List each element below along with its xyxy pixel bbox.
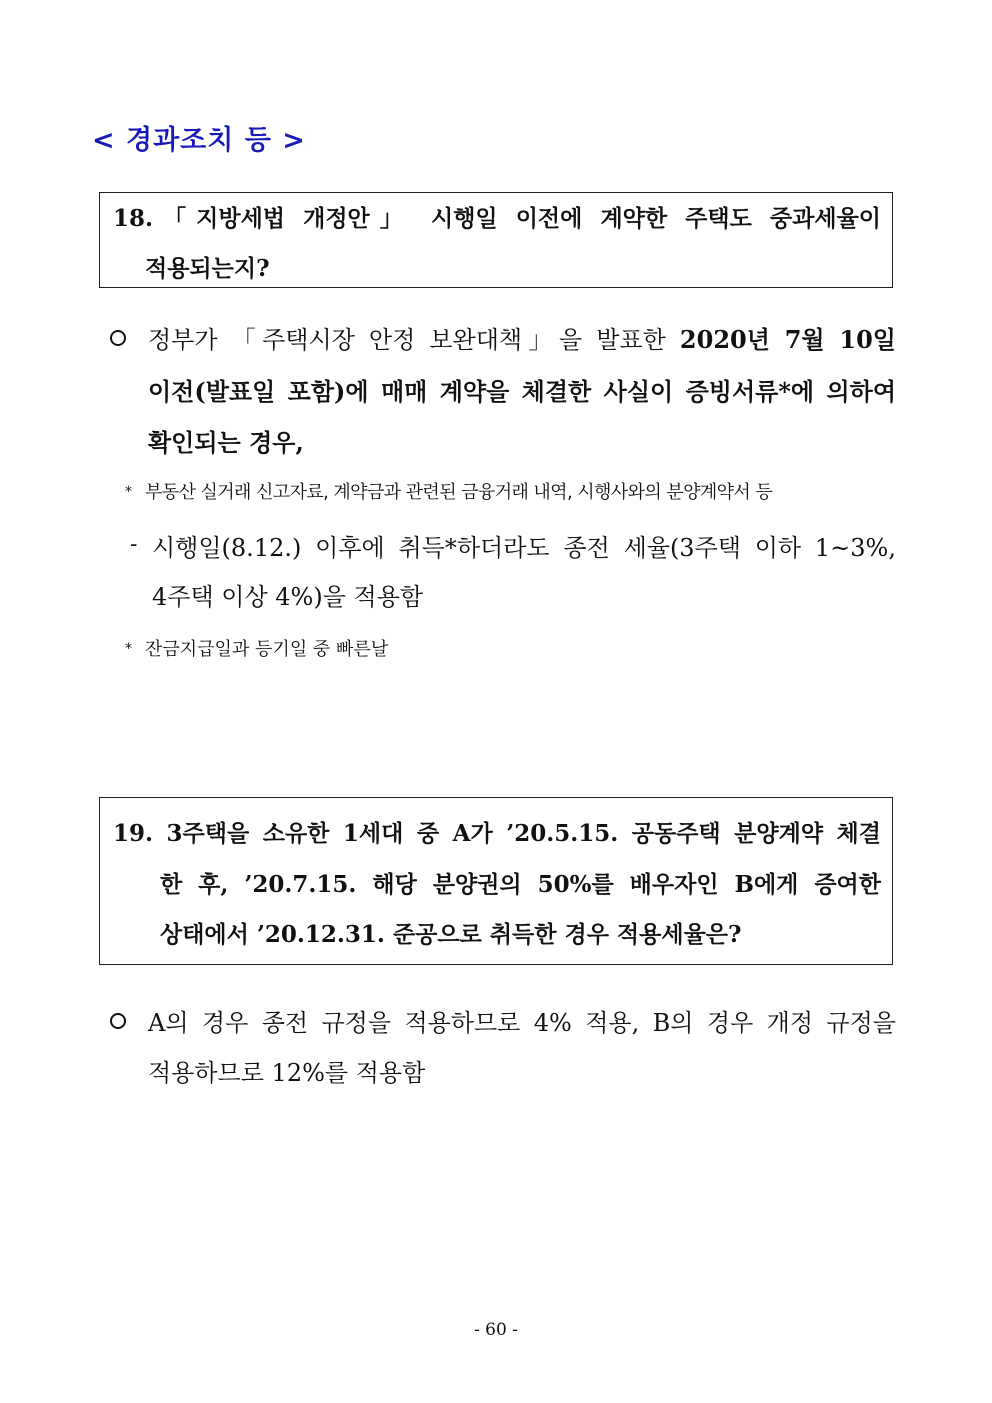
- answer-18-sub-line-1: 시행일(8.12.) 이후에 취득*하더라도 종전 세율(3주택 이하 1~3%,: [152, 534, 896, 562]
- answer-18-line-3: 확인되는 경우,: [148, 428, 304, 457]
- note-1-marker: *: [125, 484, 132, 500]
- answer-18-sub-line-2: 4주택 이상 4%)을 적용함: [152, 583, 424, 611]
- answer-18-line-2: 이전(발표일 포함)에 매매 계약을 체결한 사실이 증빙서류*에 의하여: [148, 377, 896, 406]
- page-number: - 60 -: [474, 1320, 518, 1340]
- sub-item-marker: -: [130, 532, 138, 557]
- answer-18-line-1-text: 정부가 「주택시장 안정 보완대책」을 발표한: [148, 326, 666, 354]
- bullet-circle-icon: [110, 330, 126, 346]
- answer-19-line-1: A의 경우 종전 규정을 적용하므로 4% 적용, B의 경우 개정 규정을: [148, 1009, 896, 1037]
- section-title: < 경과조치 등 >: [92, 125, 306, 156]
- answer-18-note-1: 부동산 실거래 신고자료, 계약금과 관련된 금융거래 내역, 시행사와의 분양계약서 등: [145, 482, 773, 503]
- announcement-date: 2020년 7월 10일: [679, 325, 896, 354]
- bullet-circle-icon: [110, 1013, 126, 1029]
- note-2-marker: *: [125, 641, 132, 657]
- question-19-line-2: 한 후, ’20.7.15. 해당 분양권의 50%를 배우자인 B에게 증여한: [160, 871, 881, 898]
- question-19-line-3: 상태에서 ’20.12.31. 준공으로 취득한 경우 적용세율은?: [160, 921, 742, 948]
- question-18-line-2: 적용되는지?: [145, 255, 270, 282]
- answer-19-line-2: 적용하므로 12%를 적용함: [148, 1059, 426, 1087]
- answer-18-line-1: [148, 320, 896, 355]
- question-18-line-1: 18.「지방세법 개정안」 시행일 이전에 계약한 주택도 중과세율이: [113, 205, 881, 232]
- question-19-line-1: 19. 3주택을 소유한 1세대 중 A가 ’20.5.15. 공동주택 분양계약 체결: [113, 820, 881, 847]
- answer-18-note-2: 잔금지급일과 등기일 중 빠른날: [145, 639, 389, 660]
